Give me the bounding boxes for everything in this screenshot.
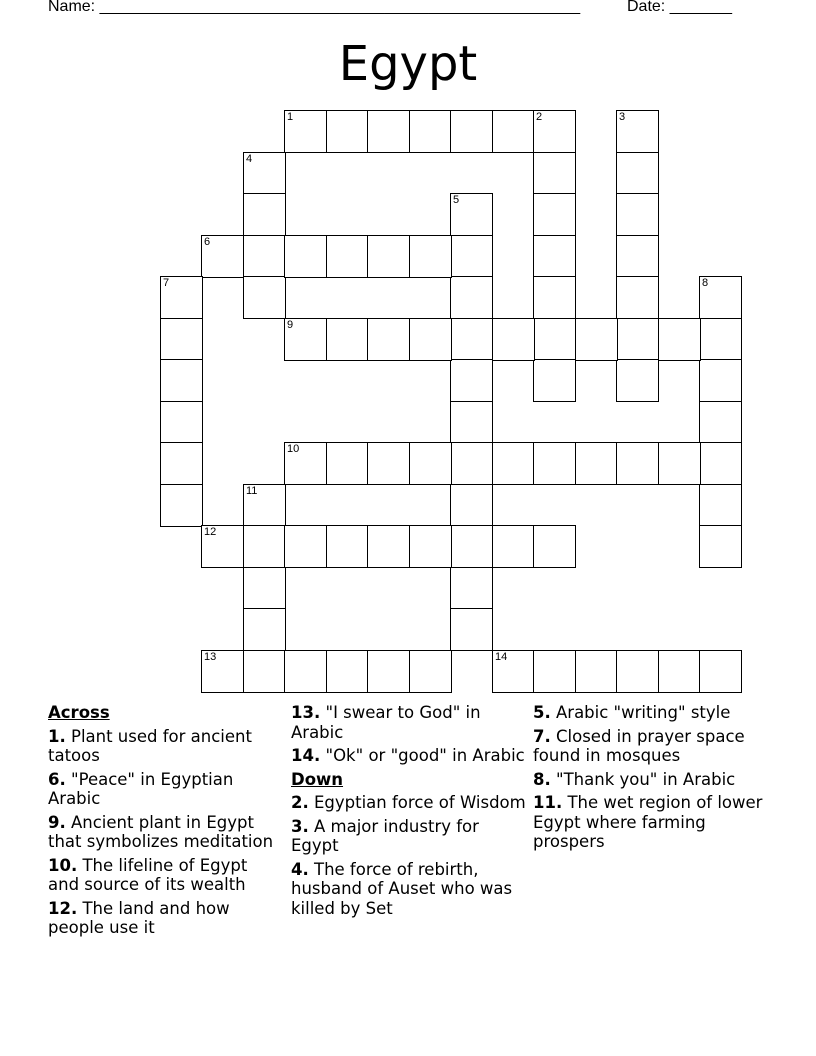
grid-cell[interactable] xyxy=(243,567,286,610)
grid-cell[interactable] xyxy=(533,359,576,402)
grid-cell[interactable] xyxy=(326,650,369,693)
cell-number: 9 xyxy=(287,319,294,331)
cell-number: 4 xyxy=(246,153,253,165)
grid-cell[interactable] xyxy=(450,359,493,402)
clue-text: The wet region of lower Egypt where farming prospers xyxy=(533,793,763,851)
grid-cell[interactable] xyxy=(533,650,576,693)
grid-cell[interactable] xyxy=(201,525,244,568)
grid-cell[interactable] xyxy=(699,525,742,568)
grid-cell[interactable] xyxy=(367,525,410,568)
grid-cell[interactable] xyxy=(450,442,493,485)
grid-cell[interactable] xyxy=(160,318,203,361)
clue-across-10 xyxy=(48,856,280,895)
grid-cell[interactable] xyxy=(658,318,701,361)
cell-number: 3 xyxy=(619,111,626,123)
grid-cell[interactable] xyxy=(699,359,742,402)
grid-cell[interactable] xyxy=(533,318,576,361)
cell-number: 12 xyxy=(204,526,217,538)
across-heading: Across xyxy=(48,703,110,722)
clue-down-7 xyxy=(533,727,773,766)
grid-cell[interactable] xyxy=(450,401,493,444)
grid-cell[interactable] xyxy=(492,525,535,568)
cell-number: 11 xyxy=(246,485,258,497)
clues-column-1 xyxy=(48,703,280,942)
grid-cell[interactable] xyxy=(575,318,618,361)
grid-cell[interactable] xyxy=(243,650,286,693)
grid-cell[interactable] xyxy=(450,110,493,153)
clue-number: 3. xyxy=(291,816,309,836)
clue-across-1 xyxy=(48,727,280,766)
clue-number: 8. xyxy=(533,769,551,789)
grid-cell[interactable] xyxy=(450,318,493,361)
grid-cell[interactable] xyxy=(699,484,742,527)
cell-number: 6 xyxy=(204,236,211,248)
clue-across-6 xyxy=(48,770,280,809)
grid-cell[interactable] xyxy=(699,442,742,485)
clue-number: 12. xyxy=(48,898,78,918)
grid-cell[interactable] xyxy=(658,650,701,693)
clue-text: "I swear to God" in Arabic xyxy=(291,703,481,742)
clues-column-3 xyxy=(533,703,773,856)
grid-cell[interactable] xyxy=(326,525,369,568)
grid-cell[interactable] xyxy=(243,276,286,319)
clue-number: 5. xyxy=(533,703,551,722)
grid-cell[interactable] xyxy=(160,276,203,319)
cell-number: 1 xyxy=(287,111,294,123)
clue-number: 1. xyxy=(48,726,66,746)
grid-cell[interactable] xyxy=(284,650,327,693)
grid-cell[interactable] xyxy=(616,442,659,485)
grid-cell[interactable] xyxy=(533,110,576,153)
grid-cell[interactable] xyxy=(284,525,327,568)
grid-cell[interactable] xyxy=(533,235,576,278)
grid-cell[interactable] xyxy=(616,193,659,236)
clue-down-3 xyxy=(291,817,531,856)
grid-cell[interactable] xyxy=(367,650,410,693)
grid-cell[interactable] xyxy=(616,318,659,361)
clue-number: 9. xyxy=(48,812,66,832)
down-heading: Down xyxy=(291,769,344,789)
grid-cell[interactable] xyxy=(284,318,327,361)
grid-cell[interactable] xyxy=(367,235,410,278)
clue-number: 11. xyxy=(533,793,563,812)
grid-cell[interactable] xyxy=(533,152,576,195)
grid-cell[interactable] xyxy=(492,318,535,361)
grid-cell[interactable] xyxy=(616,235,659,278)
grid-cell[interactable] xyxy=(201,235,244,278)
grid-cell[interactable] xyxy=(699,401,742,444)
name-field-label: Name: ______________________________________________________ xyxy=(48,0,581,15)
grid-cell[interactable] xyxy=(409,318,452,361)
grid-cell[interactable] xyxy=(367,110,410,153)
clue-number: 13. xyxy=(291,703,321,722)
clue-text: Egyptian force of Wisdom xyxy=(308,793,526,812)
clue-down-5 xyxy=(533,703,773,723)
grid-cell[interactable] xyxy=(699,276,742,319)
grid-cell[interactable] xyxy=(326,110,369,153)
grid-cell[interactable] xyxy=(326,442,369,485)
grid-cell[interactable] xyxy=(243,525,286,568)
grid-cell[interactable] xyxy=(450,276,493,319)
grid-cell[interactable] xyxy=(160,484,203,527)
clue-down-8 xyxy=(533,770,773,790)
clue-across-12 xyxy=(48,899,280,938)
grid-cell[interactable] xyxy=(699,650,742,693)
grid-cell[interactable] xyxy=(616,359,659,402)
clue-text: The lifeline of Egypt and source of its wealth xyxy=(48,855,248,894)
clue-text: "Ok" or "good" in Arabic xyxy=(320,746,525,765)
grid-cell[interactable] xyxy=(450,525,493,568)
grid-cell[interactable] xyxy=(533,276,576,319)
grid-cell[interactable] xyxy=(409,110,452,153)
grid-cell[interactable] xyxy=(367,442,410,485)
grid-cell[interactable] xyxy=(575,650,618,693)
clue-text: The land and how people use it xyxy=(48,898,230,937)
clue-down-4 xyxy=(291,860,531,919)
grid-cell[interactable] xyxy=(367,318,410,361)
grid-cell[interactable] xyxy=(450,608,493,651)
grid-cell[interactable] xyxy=(160,442,203,485)
clue-text: Plant used for ancient tatoos xyxy=(48,726,252,765)
page-title: Egypt xyxy=(338,36,478,92)
date-field-label: Date: _______ xyxy=(627,0,732,15)
grid-cell[interactable] xyxy=(575,442,618,485)
clue-text: "Thank you" in Arabic xyxy=(550,769,736,789)
grid-cell[interactable] xyxy=(243,235,286,278)
clue-down-2 xyxy=(291,793,531,813)
clue-number: 14. xyxy=(291,746,321,765)
grid-cell[interactable] xyxy=(409,650,452,693)
grid-cell[interactable] xyxy=(616,650,659,693)
grid-cell[interactable] xyxy=(492,650,535,693)
clues-column-2 xyxy=(291,703,531,922)
clue-across-9 xyxy=(48,813,280,852)
cell-number: 8 xyxy=(702,277,709,289)
grid-cell[interactable] xyxy=(492,110,535,153)
cell-number: 10 xyxy=(287,443,300,455)
clue-across-14 xyxy=(291,746,531,766)
grid-cell[interactable] xyxy=(699,318,742,361)
grid-cell[interactable] xyxy=(326,318,369,361)
grid-cell[interactable] xyxy=(243,608,286,651)
grid-cell[interactable] xyxy=(492,442,535,485)
grid-cell[interactable] xyxy=(284,235,327,278)
clue-text: Arabic "writing" style xyxy=(550,703,731,722)
grid-cell[interactable] xyxy=(450,193,493,236)
cell-number: 7 xyxy=(163,277,170,289)
grid-cell[interactable] xyxy=(284,442,327,485)
grid-cell[interactable] xyxy=(409,235,452,278)
grid-cell[interactable] xyxy=(616,276,659,319)
grid-cell[interactable] xyxy=(616,152,659,195)
clue-text: "Peace" in Egyptian Arabic xyxy=(48,769,234,808)
grid-cell[interactable] xyxy=(409,525,452,568)
clue-text: A major industry for Egypt xyxy=(291,816,479,855)
grid-cell[interactable] xyxy=(533,193,576,236)
cell-number: 13 xyxy=(204,651,217,663)
cell-number: 2 xyxy=(536,111,543,123)
grid-cell[interactable] xyxy=(243,484,286,527)
grid-cell[interactable] xyxy=(160,359,203,402)
cell-number: 14 xyxy=(495,651,508,663)
grid-cell[interactable] xyxy=(326,235,369,278)
cell-number: 5 xyxy=(453,194,460,206)
clue-across-13 xyxy=(291,703,531,742)
grid-cell[interactable] xyxy=(450,484,493,527)
grid-cell[interactable] xyxy=(409,442,452,485)
grid-cell[interactable] xyxy=(243,193,286,236)
clue-number: 4. xyxy=(291,859,309,879)
grid-cell[interactable] xyxy=(658,442,701,485)
grid-cell[interactable] xyxy=(616,110,659,153)
clue-text: Ancient plant in Egypt that symbolizes meditation xyxy=(48,812,274,851)
grid-cell[interactable] xyxy=(284,110,327,153)
grid-cell[interactable] xyxy=(450,567,493,610)
grid-cell[interactable] xyxy=(533,525,576,568)
clue-number: 10. xyxy=(48,855,78,875)
clue-number: 2. xyxy=(291,793,309,812)
grid-cell[interactable] xyxy=(160,401,203,444)
grid-cell[interactable] xyxy=(201,650,244,693)
grid-cell[interactable] xyxy=(533,442,576,485)
clue-down-11 xyxy=(533,793,773,852)
clue-number: 6. xyxy=(48,769,66,789)
clue-number: 7. xyxy=(533,726,551,746)
grid-cell[interactable] xyxy=(450,235,493,278)
clue-text: Closed in prayer space found in mosques xyxy=(533,726,745,765)
grid-cell[interactable] xyxy=(243,152,286,195)
clue-text: The force of rebirth, husband of Auset who was killed by Set xyxy=(291,859,513,918)
